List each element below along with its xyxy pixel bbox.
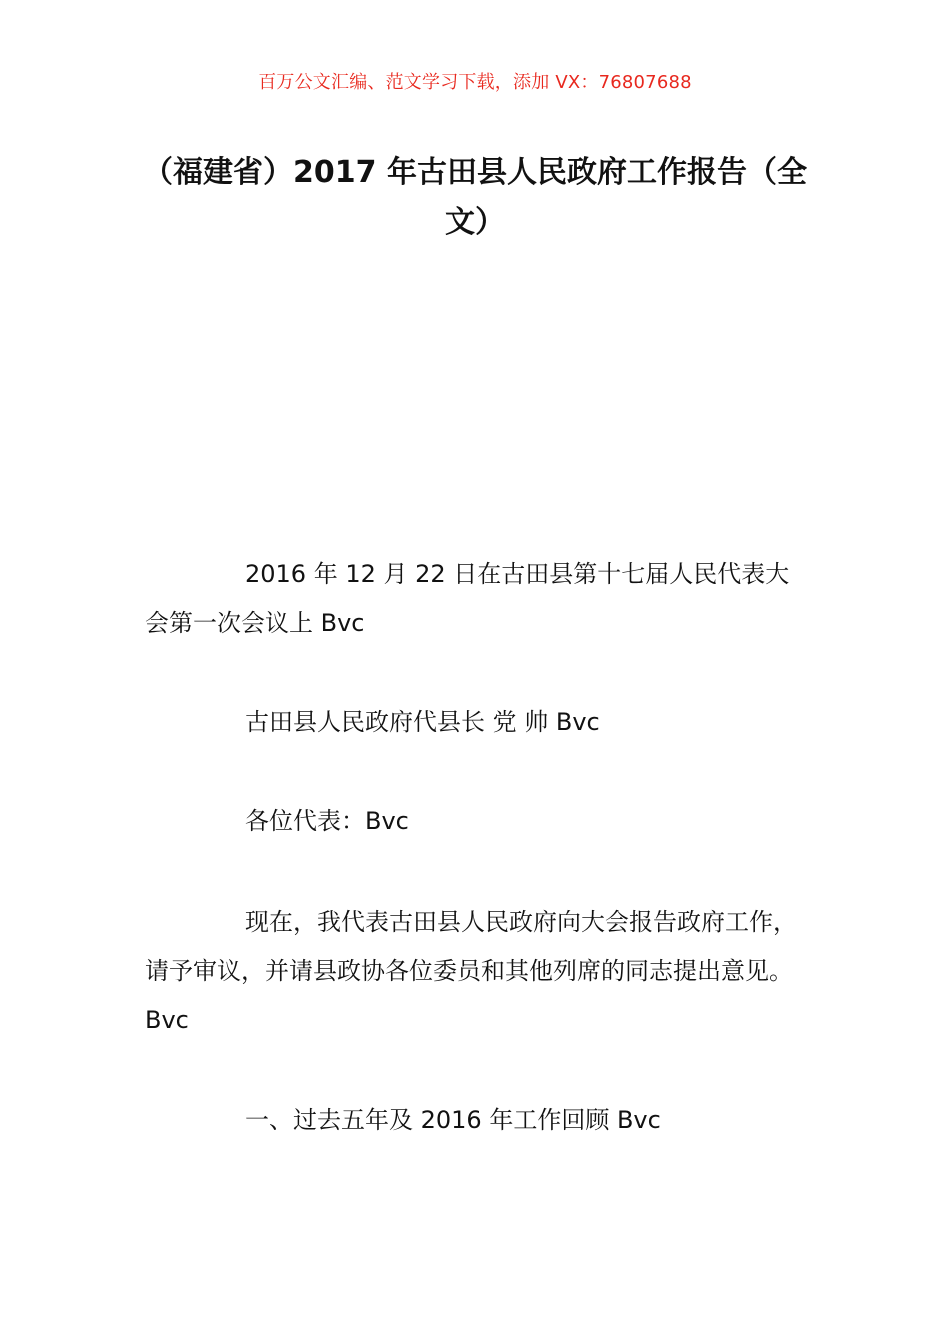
header-note: 百万公文汇编、范文学习下载，添加 VX：76807688 [258,72,692,93]
section-heading: 一、过去五年及 2016 年工作回顾 Bvc [245,1106,661,1134]
document-title: （福建省）2017 年古田县人民政府工作报告（全文） [143,155,807,240]
salutation-line: 各位代表：Bvc [245,807,409,835]
opening-paragraph: 现在，我代表古田县人民政府向大会报告政府工作，请予审议，并请县政协各位委员和其他列席的同志提出意见。Bvc [145,908,797,1034]
speaker-line: 古田县人民政府代县长 党 帅 Bvc [245,708,600,736]
meeting-info-paragraph: 2016 年 12 月 22 日在古田县第十七届人民代表大会第一次会议上 Bvc [145,560,790,637]
